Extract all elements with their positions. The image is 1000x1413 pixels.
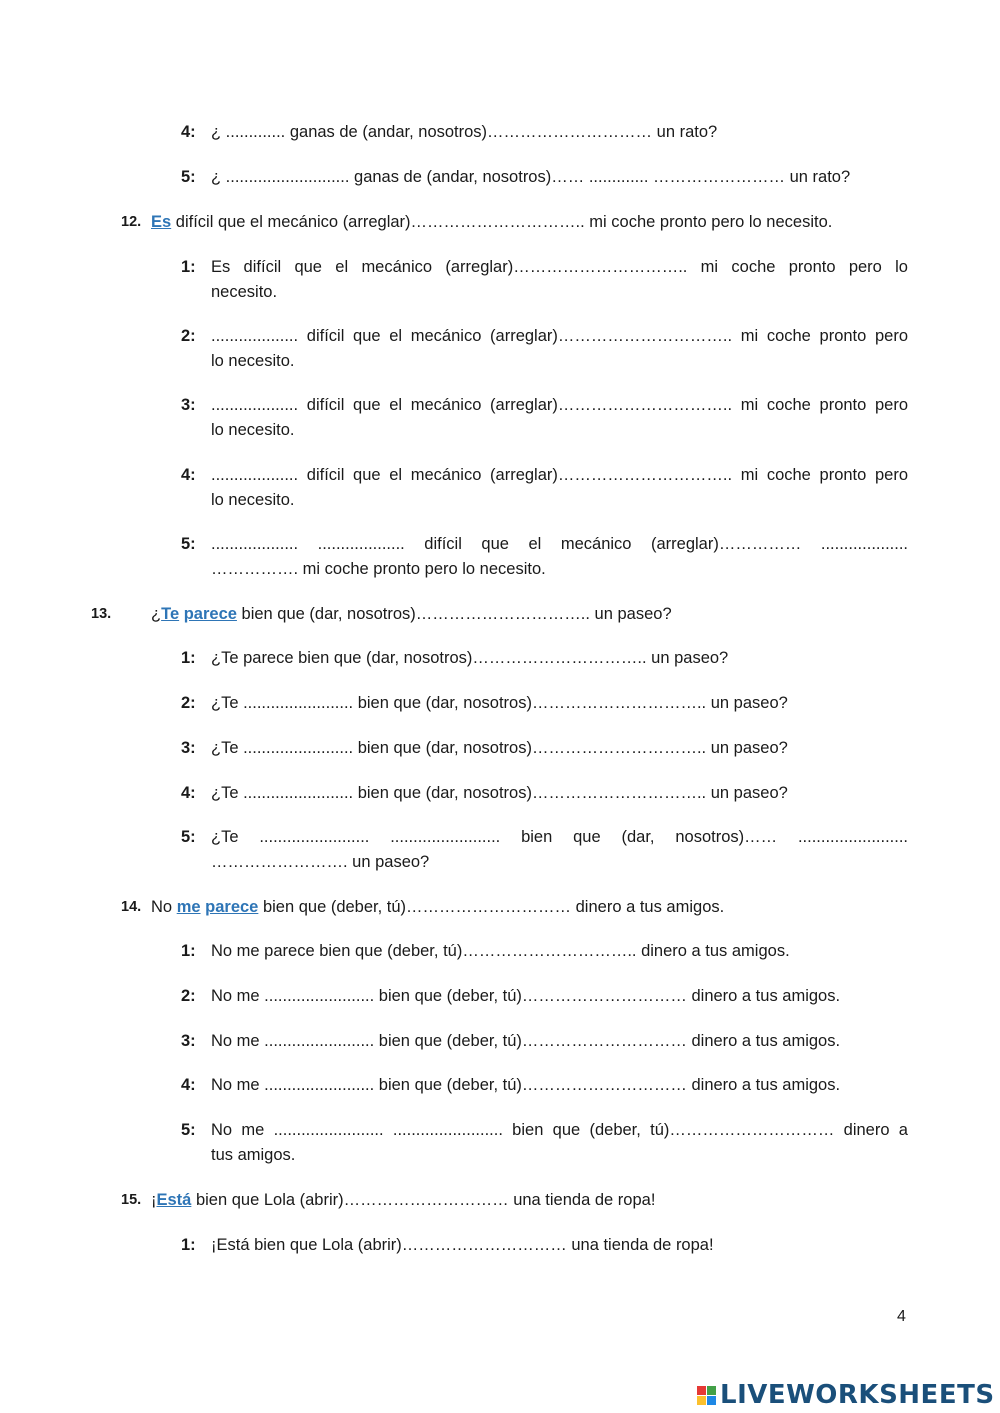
question-number: 13. [91,606,112,622]
option-number: 5: [181,535,196,553]
option-text: No me ........................ bien que (deber, tú)………………………… dinero a tus amigos. [211,987,841,1005]
question-number: 14. [121,899,142,915]
keyword: parece [205,898,259,916]
question-number: 15. [121,1192,142,1208]
option-number: 5: [181,168,196,186]
option-text-line-2: lo necesito. [211,491,295,509]
keyword: Es [151,213,172,231]
option-text: No me ........................ bien que (deber, tú)………………………… dinero a tus amigos. [211,1032,841,1050]
option-number: 4: [181,123,196,141]
keyword: Está [156,1191,192,1209]
logo-square-3 [697,1396,706,1405]
option-number: 3: [181,739,196,757]
option-number: 2: [181,327,196,345]
option-text-line-2: lo necesito. [211,352,295,370]
option-text: ¿Te ........................ bien que (dar, nosotros)………………………….. un paseo? [211,739,788,757]
option-text-line-2: tus amigos. [211,1146,296,1164]
option-text: ¿ ............. ganas de (andar, nosotros)………………………… un rato? [211,123,718,141]
option-text: ¡Está bien que Lola (abrir)………………………… una tienda de ropa! [211,1236,714,1254]
option-text: No me parece bien que (deber, tú)………………………….. dinero a tus amigos. [211,942,790,960]
option-number: 4: [181,1076,196,1094]
logo-square-4 [707,1396,716,1405]
option-text: ¿Te parece bien que (dar, nosotros)………………………….. un paseo? [211,649,729,667]
option-text-line-1: Es difícil que el mecánico (arreglar)………………………….. mi coche pronto pero lo [211,258,908,276]
keyword: parece [183,605,237,623]
question-text: ¿Te parece bien que (dar, nosotros)………………………….. un paseo? [151,605,672,623]
option-number: 2: [181,987,196,1005]
question-text: ¡Está bien que Lola (abrir)………………………… una tienda de ropa! [151,1191,656,1209]
logo-square-2 [707,1386,716,1395]
option-text: ¿Te ........................ bien que (dar, nosotros)………………………….. un paseo? [211,694,788,712]
logo-square-1 [697,1386,706,1395]
option-number: 3: [181,1032,196,1050]
question-text: No me parece bien que (deber, tú)………………………… dinero a tus amigos. [151,898,725,916]
option-number: 1: [181,1236,196,1254]
keyword: Te [161,605,180,623]
option-text: No me ........................ bien que (deber, tú)………………………… dinero a tus amigos. [211,1076,841,1094]
option-number: 3: [181,396,196,414]
option-number: 5: [181,828,196,846]
option-text-line-1: ................... difícil que el mecánico (arreglar)………………………….. mi coche pronto pero [211,466,908,484]
option-text-line-1: ................... difícil que el mecánico (arreglar)………………………….. mi coche pronto pero [211,396,908,414]
question-text: Es difícil que el mecánico (arreglar)………………………….. mi coche pronto pero lo necesito. [151,213,833,231]
option-number: 2: [181,694,196,712]
logo-text: LIVEWORKSHEETS [720,1380,995,1410]
option-text-line-1: ¿Te ........................ ........................ bien que (dar, nosotros)…… ........................ [211,828,908,846]
option-number: 1: [181,258,196,276]
option-text-line-1: No me ........................ ........................ bien que (deber, tú)………………………… dinero a [211,1121,908,1139]
logo-grid-icon [697,1386,716,1405]
page-number: 4 [897,1308,906,1325]
option-number: 1: [181,942,196,960]
option-text: ¿Te ........................ bien que (dar, nosotros)………………………….. un paseo? [211,784,788,802]
keyword: me [176,898,201,916]
option-text-line-1: ................... difícil que el mecánico (arreglar)………………………….. mi coche pronto pero [211,327,908,345]
option-text: ¿ ........................... ganas de (andar, nosotros)…… ............. …………………… un rato? [211,168,851,186]
option-text-line-2: ……………………. un paseo? [211,853,430,871]
option-number: 1: [181,649,196,667]
option-text-line-1: ................... ................... difícil que el mecánico (arreglar)…………… ................... [211,535,908,553]
option-text-line-2: ……………. mi coche pronto pero lo necesito. [211,560,546,578]
option-number: 4: [181,784,196,802]
option-number: 5: [181,1121,196,1139]
option-text-line-2: lo necesito. [211,421,295,439]
question-number: 12. [121,214,142,230]
option-text-line-2: necesito. [211,283,278,301]
option-number: 4: [181,466,196,484]
liveworksheets-logo[interactable] [697,1380,995,1410]
